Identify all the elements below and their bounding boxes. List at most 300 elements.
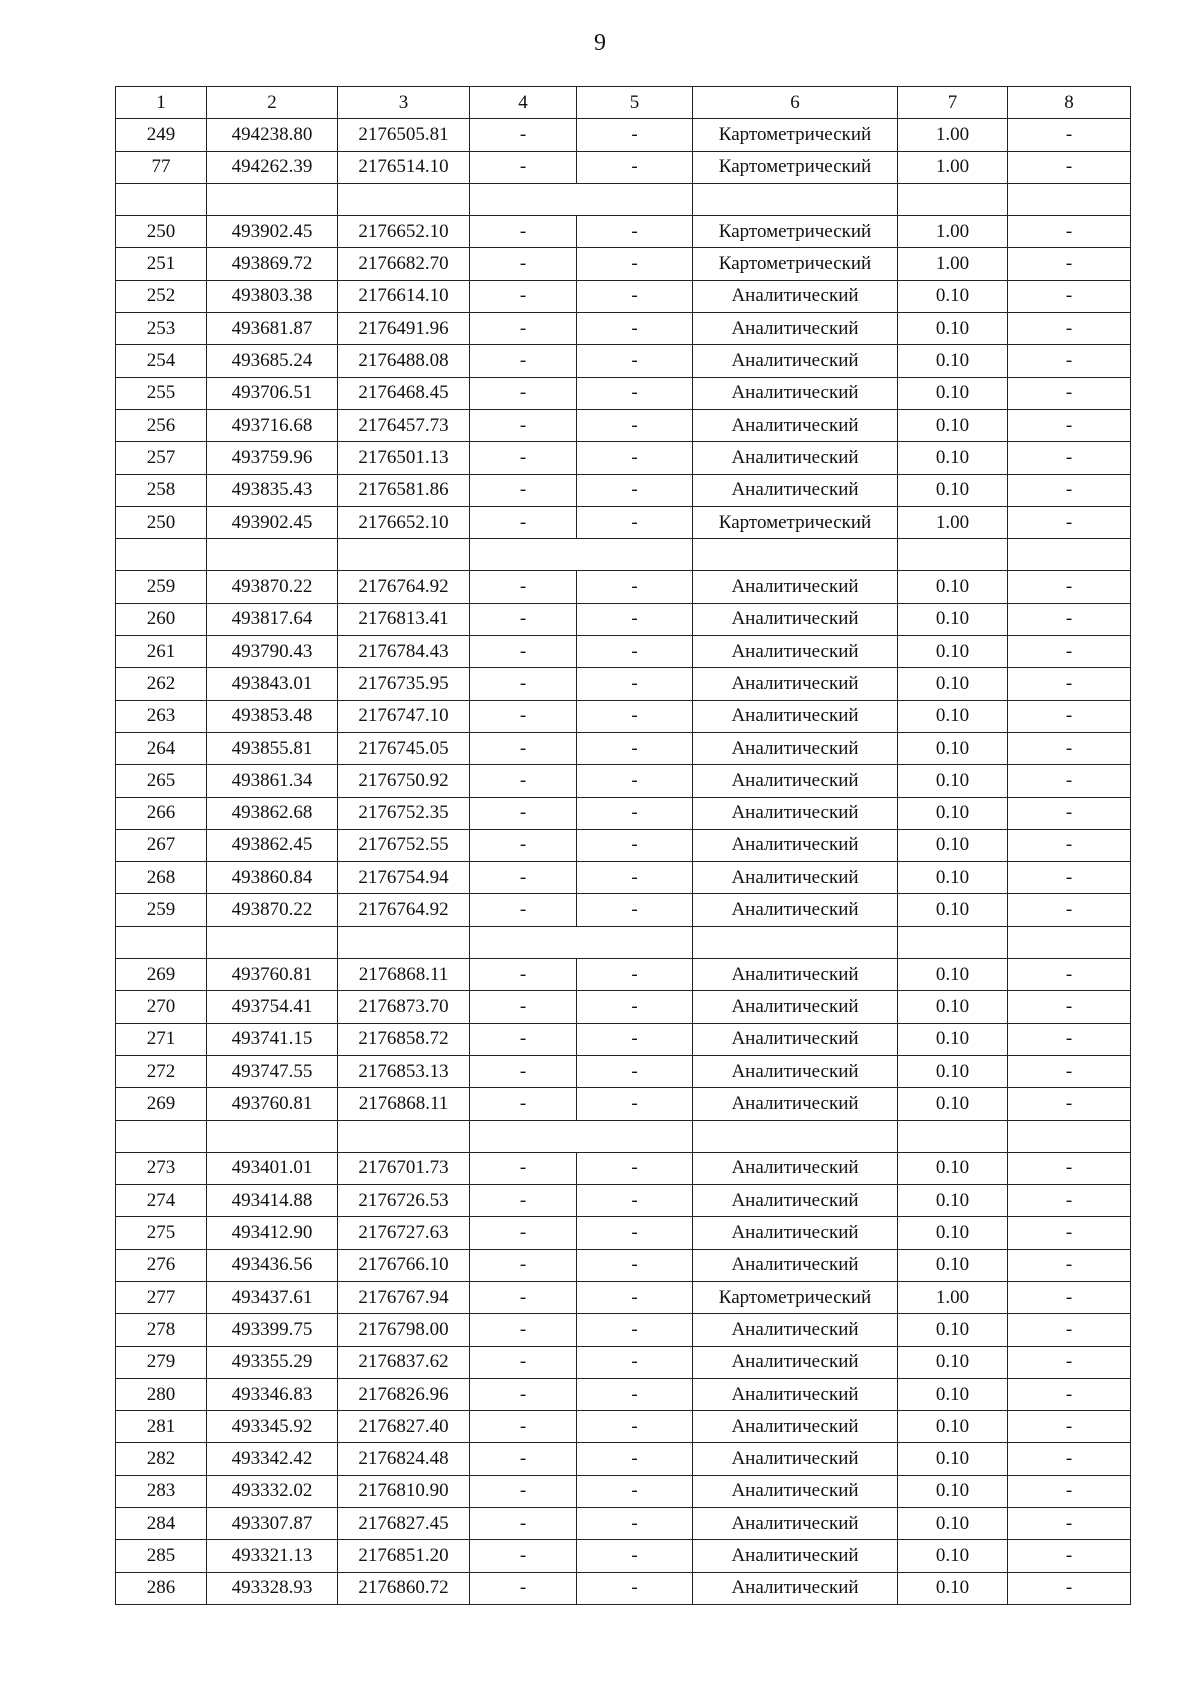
table-cell-col-4: - bbox=[470, 216, 577, 248]
table-cell-col-6: Аналитический bbox=[693, 700, 898, 732]
table-cell-col-8: - bbox=[1008, 1411, 1131, 1443]
table-cell-col-4: - bbox=[470, 1217, 577, 1249]
column-header-2: 2 bbox=[207, 87, 338, 119]
table-cell-col-4: - bbox=[470, 1314, 577, 1346]
table-cell-col-5: - bbox=[577, 829, 693, 861]
separator-cell bbox=[116, 539, 207, 571]
table-cell-col-1: 286 bbox=[116, 1572, 207, 1604]
table-cell-col-3: 2176745.05 bbox=[338, 732, 470, 764]
table-cell-col-1: 285 bbox=[116, 1540, 207, 1572]
table-cell-col-2: 493853.48 bbox=[207, 700, 338, 732]
table-cell-col-4: - bbox=[470, 409, 577, 441]
separator-cell bbox=[1008, 539, 1131, 571]
separator-row bbox=[116, 539, 1131, 571]
table-cell-col-3: 2176735.95 bbox=[338, 668, 470, 700]
table-cell-col-2: 493860.84 bbox=[207, 862, 338, 894]
separator-cell bbox=[693, 539, 898, 571]
table-row bbox=[116, 797, 1131, 829]
table-cell-col-2: 493355.29 bbox=[207, 1346, 338, 1378]
table-cell-col-5: - bbox=[577, 894, 693, 926]
table-cell-col-7: 0.10 bbox=[898, 571, 1008, 603]
table-cell-col-3: 2176764.92 bbox=[338, 571, 470, 603]
table-cell-col-8: - bbox=[1008, 1443, 1131, 1475]
table-cell-col-6: Аналитический bbox=[693, 1185, 898, 1217]
table-cell-col-8: - bbox=[1008, 700, 1131, 732]
table-cell-col-8: - bbox=[1008, 1314, 1131, 1346]
separator-cell bbox=[338, 183, 470, 215]
table-cell-col-3: 2176514.10 bbox=[338, 151, 470, 183]
table-row bbox=[116, 959, 1131, 991]
table-cell-col-3: 2176754.94 bbox=[338, 862, 470, 894]
table-cell-col-8: - bbox=[1008, 1185, 1131, 1217]
table-cell-col-7: 0.10 bbox=[898, 1023, 1008, 1055]
table-row bbox=[116, 1378, 1131, 1410]
table-cell-col-3: 2176868.11 bbox=[338, 1088, 470, 1120]
table-cell-col-7: 0.10 bbox=[898, 797, 1008, 829]
table-cell-col-5: - bbox=[577, 151, 693, 183]
table-cell-col-8: - bbox=[1008, 765, 1131, 797]
table-cell-col-5: - bbox=[577, 1249, 693, 1281]
table-cell-col-5: - bbox=[577, 119, 693, 151]
table-cell-col-1: 269 bbox=[116, 1088, 207, 1120]
table-cell-col-3: 2176505.81 bbox=[338, 119, 470, 151]
table-row bbox=[116, 313, 1131, 345]
table-cell-col-5: - bbox=[577, 603, 693, 635]
table-cell-col-8: - bbox=[1008, 409, 1131, 441]
table-cell-col-2: 493685.24 bbox=[207, 345, 338, 377]
table-cell-col-6: Аналитический bbox=[693, 1378, 898, 1410]
table-cell-col-4: - bbox=[470, 959, 577, 991]
table-cell-col-7: 1.00 bbox=[898, 119, 1008, 151]
table-cell-col-4: - bbox=[470, 151, 577, 183]
table-row bbox=[116, 1314, 1131, 1346]
table-cell-col-8: - bbox=[1008, 280, 1131, 312]
separator-cell bbox=[898, 539, 1008, 571]
table-cell-col-4: - bbox=[470, 603, 577, 635]
table-cell-col-8: - bbox=[1008, 1088, 1131, 1120]
table-cell-col-2: 493803.38 bbox=[207, 280, 338, 312]
table-cell-col-8: - bbox=[1008, 1540, 1131, 1572]
table-cell-col-2: 493414.88 bbox=[207, 1185, 338, 1217]
table-cell-col-2: 493321.13 bbox=[207, 1540, 338, 1572]
table-cell-col-3: 2176824.48 bbox=[338, 1443, 470, 1475]
table-cell-col-7: 0.10 bbox=[898, 1378, 1008, 1410]
table-cell-col-5: - bbox=[577, 313, 693, 345]
table-cell-col-6: Аналитический bbox=[693, 732, 898, 764]
table-cell-col-8: - bbox=[1008, 313, 1131, 345]
column-header-7: 7 bbox=[898, 87, 1008, 119]
table-cell-col-5: - bbox=[577, 1314, 693, 1346]
table-cell-col-1: 264 bbox=[116, 732, 207, 764]
table-cell-col-7: 0.10 bbox=[898, 991, 1008, 1023]
table-row bbox=[116, 991, 1131, 1023]
table-cell-col-6: Аналитический bbox=[693, 1508, 898, 1540]
table-cell-col-4: - bbox=[470, 1572, 577, 1604]
column-header-8: 8 bbox=[1008, 87, 1131, 119]
table-cell-col-3: 2176501.13 bbox=[338, 442, 470, 474]
table-cell-col-3: 2176813.41 bbox=[338, 603, 470, 635]
table-cell-col-2: 494262.39 bbox=[207, 151, 338, 183]
separator-cell bbox=[1008, 1120, 1131, 1152]
table-cell-col-3: 2176652.10 bbox=[338, 506, 470, 538]
table-cell-col-5: - bbox=[577, 409, 693, 441]
table-cell-col-1: 279 bbox=[116, 1346, 207, 1378]
table-row bbox=[116, 1023, 1131, 1055]
table-cell-col-8: - bbox=[1008, 1346, 1131, 1378]
table-row bbox=[116, 700, 1131, 732]
header-row bbox=[116, 87, 1131, 119]
table-cell-col-8: - bbox=[1008, 1055, 1131, 1087]
table-cell-col-8: - bbox=[1008, 1378, 1131, 1410]
table-cell-col-7: 0.10 bbox=[898, 1411, 1008, 1443]
table-cell-col-8: - bbox=[1008, 829, 1131, 861]
table-cell-col-2: 493870.22 bbox=[207, 894, 338, 926]
table-cell-col-6: Аналитический bbox=[693, 280, 898, 312]
table-cell-col-5: - bbox=[577, 1023, 693, 1055]
separator-cell bbox=[116, 926, 207, 958]
separator-cell bbox=[693, 1120, 898, 1152]
table-row bbox=[116, 119, 1131, 151]
table-cell-col-1: 273 bbox=[116, 1152, 207, 1184]
table-cell-col-3: 2176767.94 bbox=[338, 1281, 470, 1313]
separator-cell bbox=[470, 1120, 693, 1152]
table-body bbox=[116, 119, 1131, 1605]
table-cell-col-3: 2176581.86 bbox=[338, 474, 470, 506]
table-cell-col-8: - bbox=[1008, 862, 1131, 894]
table-cell-col-6: Аналитический bbox=[693, 1411, 898, 1443]
table-cell-col-3: 2176851.20 bbox=[338, 1540, 470, 1572]
separator-cell bbox=[338, 1120, 470, 1152]
table-cell-col-3: 2176810.90 bbox=[338, 1475, 470, 1507]
table-row bbox=[116, 732, 1131, 764]
table-cell-col-7: 0.10 bbox=[898, 1088, 1008, 1120]
table-cell-col-1: 258 bbox=[116, 474, 207, 506]
column-header-3: 3 bbox=[338, 87, 470, 119]
table-cell-col-6: Аналитический bbox=[693, 1443, 898, 1475]
table-cell-col-7: 0.10 bbox=[898, 1314, 1008, 1346]
table-cell-col-8: - bbox=[1008, 1249, 1131, 1281]
table-cell-col-7: 0.10 bbox=[898, 668, 1008, 700]
separator-cell bbox=[207, 926, 338, 958]
table-cell-col-2: 493328.93 bbox=[207, 1572, 338, 1604]
table-cell-col-2: 493760.81 bbox=[207, 959, 338, 991]
table-cell-col-7: 0.10 bbox=[898, 765, 1008, 797]
table-cell-col-2: 493817.64 bbox=[207, 603, 338, 635]
table-cell-col-1: 252 bbox=[116, 280, 207, 312]
table-cell-col-7: 0.10 bbox=[898, 1152, 1008, 1184]
table-cell-col-4: - bbox=[470, 1088, 577, 1120]
table-row bbox=[116, 894, 1131, 926]
table-cell-col-1: 250 bbox=[116, 506, 207, 538]
table-cell-col-5: - bbox=[577, 1281, 693, 1313]
table-cell-col-7: 1.00 bbox=[898, 151, 1008, 183]
table-row bbox=[116, 1411, 1131, 1443]
table-cell-col-4: - bbox=[470, 636, 577, 668]
table-cell-col-3: 2176798.00 bbox=[338, 1314, 470, 1346]
table-cell-col-4: - bbox=[470, 1023, 577, 1055]
table-cell-col-6: Аналитический bbox=[693, 636, 898, 668]
table-cell-col-3: 2176652.10 bbox=[338, 216, 470, 248]
table-cell-col-6: Аналитический bbox=[693, 1346, 898, 1378]
table-cell-col-3: 2176853.13 bbox=[338, 1055, 470, 1087]
table-cell-col-2: 493437.61 bbox=[207, 1281, 338, 1313]
table-cell-col-7: 0.10 bbox=[898, 1443, 1008, 1475]
table-cell-col-3: 2176468.45 bbox=[338, 377, 470, 409]
table-cell-col-3: 2176858.72 bbox=[338, 1023, 470, 1055]
table-row bbox=[116, 571, 1131, 603]
table-cell-col-7: 0.10 bbox=[898, 862, 1008, 894]
table-cell-col-4: - bbox=[470, 765, 577, 797]
table-row bbox=[116, 1540, 1131, 1572]
table-cell-col-1: 270 bbox=[116, 991, 207, 1023]
table-cell-col-8: - bbox=[1008, 1475, 1131, 1507]
table-cell-col-1: 256 bbox=[116, 409, 207, 441]
table-cell-col-6: Аналитический bbox=[693, 1540, 898, 1572]
table-cell-col-1: 277 bbox=[116, 1281, 207, 1313]
table-cell-col-3: 2176682.70 bbox=[338, 248, 470, 280]
table-cell-col-6: Картометрический bbox=[693, 119, 898, 151]
coordinates-table bbox=[115, 86, 1131, 1605]
table-cell-col-4: - bbox=[470, 668, 577, 700]
table-cell-col-1: 269 bbox=[116, 959, 207, 991]
table-cell-col-4: - bbox=[470, 1378, 577, 1410]
table-cell-col-6: Аналитический bbox=[693, 991, 898, 1023]
table-cell-col-5: - bbox=[577, 1508, 693, 1540]
table-cell-col-2: 493902.45 bbox=[207, 506, 338, 538]
table-cell-col-8: - bbox=[1008, 1508, 1131, 1540]
separator-row bbox=[116, 1120, 1131, 1152]
separator-cell bbox=[338, 926, 470, 958]
table-cell-col-8: - bbox=[1008, 1023, 1131, 1055]
table-cell-col-4: - bbox=[470, 1055, 577, 1087]
table-cell-col-5: - bbox=[577, 797, 693, 829]
separator-cell bbox=[1008, 926, 1131, 958]
table-cell-col-5: - bbox=[577, 668, 693, 700]
table-cell-col-6: Картометрический bbox=[693, 248, 898, 280]
table-cell-col-3: 2176873.70 bbox=[338, 991, 470, 1023]
table-cell-col-5: - bbox=[577, 216, 693, 248]
table-row bbox=[116, 1152, 1131, 1184]
table-cell-col-8: - bbox=[1008, 474, 1131, 506]
table-row bbox=[116, 474, 1131, 506]
table-row bbox=[116, 1508, 1131, 1540]
table-cell-col-3: 2176827.40 bbox=[338, 1411, 470, 1443]
table-cell-col-1: 278 bbox=[116, 1314, 207, 1346]
table-cell-col-2: 493747.55 bbox=[207, 1055, 338, 1087]
separator-cell bbox=[116, 1120, 207, 1152]
table-cell-col-4: - bbox=[470, 1185, 577, 1217]
table-cell-col-4: - bbox=[470, 280, 577, 312]
table-cell-col-2: 493754.41 bbox=[207, 991, 338, 1023]
separator-cell bbox=[470, 183, 693, 215]
table-cell-col-3: 2176766.10 bbox=[338, 1249, 470, 1281]
table-cell-col-8: - bbox=[1008, 959, 1131, 991]
table-cell-col-3: 2176860.72 bbox=[338, 1572, 470, 1604]
table-cell-col-1: 275 bbox=[116, 1217, 207, 1249]
table-row bbox=[116, 248, 1131, 280]
table-cell-col-7: 0.10 bbox=[898, 700, 1008, 732]
table-cell-col-4: - bbox=[470, 862, 577, 894]
table-cell-col-6: Картометрический bbox=[693, 1281, 898, 1313]
table-row bbox=[116, 345, 1131, 377]
table-cell-col-7: 0.10 bbox=[898, 313, 1008, 345]
table-row bbox=[116, 1572, 1131, 1604]
table-cell-col-2: 493346.83 bbox=[207, 1378, 338, 1410]
table-cell-col-6: Аналитический bbox=[693, 1055, 898, 1087]
table-cell-col-6: Аналитический bbox=[693, 1249, 898, 1281]
table-cell-col-7: 0.10 bbox=[898, 1217, 1008, 1249]
table-cell-col-6: Аналитический bbox=[693, 1152, 898, 1184]
table-cell-col-3: 2176747.10 bbox=[338, 700, 470, 732]
table-row bbox=[116, 862, 1131, 894]
table-cell-col-6: Аналитический bbox=[693, 829, 898, 861]
table-cell-col-7: 0.10 bbox=[898, 377, 1008, 409]
table-cell-col-1: 255 bbox=[116, 377, 207, 409]
table-cell-col-6: Аналитический bbox=[693, 765, 898, 797]
table-cell-col-4: - bbox=[470, 1540, 577, 1572]
table-cell-col-8: - bbox=[1008, 1217, 1131, 1249]
separator-cell bbox=[898, 1120, 1008, 1152]
table-cell-col-5: - bbox=[577, 636, 693, 668]
table-cell-col-2: 493861.34 bbox=[207, 765, 338, 797]
table-cell-col-8: - bbox=[1008, 119, 1131, 151]
table-cell-col-3: 2176868.11 bbox=[338, 959, 470, 991]
table-cell-col-7: 0.10 bbox=[898, 1475, 1008, 1507]
table-cell-col-4: - bbox=[470, 991, 577, 1023]
table-cell-col-7: 0.10 bbox=[898, 959, 1008, 991]
table-cell-col-5: - bbox=[577, 700, 693, 732]
table-cell-col-6: Аналитический bbox=[693, 603, 898, 635]
table-cell-col-8: - bbox=[1008, 894, 1131, 926]
table-cell-col-1: 284 bbox=[116, 1508, 207, 1540]
table-cell-col-1: 259 bbox=[116, 894, 207, 926]
table-cell-col-3: 2176826.96 bbox=[338, 1378, 470, 1410]
table-cell-col-5: - bbox=[577, 248, 693, 280]
table-cell-col-2: 493870.22 bbox=[207, 571, 338, 603]
table-cell-col-4: - bbox=[470, 248, 577, 280]
table-cell-col-1: 276 bbox=[116, 1249, 207, 1281]
table-cell-col-5: - bbox=[577, 377, 693, 409]
table-cell-col-2: 493681.87 bbox=[207, 313, 338, 345]
table-cell-col-1: 253 bbox=[116, 313, 207, 345]
table-cell-col-1: 250 bbox=[116, 216, 207, 248]
table-cell-col-1: 257 bbox=[116, 442, 207, 474]
table-cell-col-1: 261 bbox=[116, 636, 207, 668]
table-cell-col-3: 2176827.45 bbox=[338, 1508, 470, 1540]
table-cell-col-4: - bbox=[470, 1508, 577, 1540]
table-cell-col-1: 77 bbox=[116, 151, 207, 183]
table-cell-col-4: - bbox=[470, 119, 577, 151]
separator-cell bbox=[116, 183, 207, 215]
table-cell-col-5: - bbox=[577, 1346, 693, 1378]
table-row bbox=[116, 442, 1131, 474]
table-cell-col-5: - bbox=[577, 474, 693, 506]
table-cell-col-8: - bbox=[1008, 442, 1131, 474]
table-cell-col-4: - bbox=[470, 313, 577, 345]
separator-cell bbox=[207, 183, 338, 215]
table-cell-col-5: - bbox=[577, 1378, 693, 1410]
table-cell-col-8: - bbox=[1008, 732, 1131, 764]
table-cell-col-8: - bbox=[1008, 1572, 1131, 1604]
table-cell-col-8: - bbox=[1008, 1281, 1131, 1313]
table-cell-col-8: - bbox=[1008, 991, 1131, 1023]
table-cell-col-2: 493332.02 bbox=[207, 1475, 338, 1507]
table-cell-col-1: 267 bbox=[116, 829, 207, 861]
page-number: 9 bbox=[594, 30, 606, 56]
table-cell-col-7: 0.10 bbox=[898, 1346, 1008, 1378]
table-cell-col-5: - bbox=[577, 1217, 693, 1249]
table-cell-col-5: - bbox=[577, 571, 693, 603]
table-cell-col-2: 493741.15 bbox=[207, 1023, 338, 1055]
table-cell-col-2: 494238.80 bbox=[207, 119, 338, 151]
table-row bbox=[116, 1055, 1131, 1087]
separator-row bbox=[116, 926, 1131, 958]
column-header-5: 5 bbox=[577, 87, 693, 119]
table-cell-col-1: 272 bbox=[116, 1055, 207, 1087]
table-cell-col-7: 0.10 bbox=[898, 409, 1008, 441]
table-cell-col-1: 281 bbox=[116, 1411, 207, 1443]
separator-cell bbox=[898, 183, 1008, 215]
table-cell-col-6: Аналитический bbox=[693, 1572, 898, 1604]
table-row bbox=[116, 151, 1131, 183]
separator-cell bbox=[470, 539, 693, 571]
table-cell-col-6: Аналитический bbox=[693, 797, 898, 829]
table-cell-col-1: 271 bbox=[116, 1023, 207, 1055]
table-cell-col-1: 249 bbox=[116, 119, 207, 151]
table-cell-col-6: Картометрический bbox=[693, 506, 898, 538]
table-cell-col-6: Аналитический bbox=[693, 409, 898, 441]
table-cell-col-7: 0.10 bbox=[898, 1185, 1008, 1217]
table-cell-col-3: 2176752.35 bbox=[338, 797, 470, 829]
table-cell-col-3: 2176614.10 bbox=[338, 280, 470, 312]
table-row bbox=[116, 280, 1131, 312]
table-cell-col-3: 2176750.92 bbox=[338, 765, 470, 797]
table-cell-col-6: Аналитический bbox=[693, 894, 898, 926]
table-cell-col-7: 0.10 bbox=[898, 732, 1008, 764]
table-cell-col-7: 1.00 bbox=[898, 506, 1008, 538]
table-cell-col-4: - bbox=[470, 1443, 577, 1475]
table-cell-col-1: 274 bbox=[116, 1185, 207, 1217]
table-cell-col-1: 259 bbox=[116, 571, 207, 603]
separator-cell bbox=[693, 926, 898, 958]
table-cell-col-6: Картометрический bbox=[693, 216, 898, 248]
table-cell-col-4: - bbox=[470, 345, 577, 377]
table-cell-col-8: - bbox=[1008, 216, 1131, 248]
table-cell-col-3: 2176701.73 bbox=[338, 1152, 470, 1184]
column-header-4: 4 bbox=[470, 87, 577, 119]
separator-cell bbox=[470, 926, 693, 958]
table-cell-col-1: 262 bbox=[116, 668, 207, 700]
table-cell-col-4: - bbox=[470, 829, 577, 861]
separator-cell bbox=[693, 183, 898, 215]
table-cell-col-8: - bbox=[1008, 797, 1131, 829]
table-cell-col-2: 493759.96 bbox=[207, 442, 338, 474]
table-row bbox=[116, 409, 1131, 441]
separator-cell bbox=[207, 1120, 338, 1152]
table-cell-col-5: - bbox=[577, 1540, 693, 1572]
table-row bbox=[116, 1475, 1131, 1507]
table-cell-col-2: 493902.45 bbox=[207, 216, 338, 248]
table-cell-col-2: 493345.92 bbox=[207, 1411, 338, 1443]
table-row bbox=[116, 1346, 1131, 1378]
table-cell-col-3: 2176784.43 bbox=[338, 636, 470, 668]
table-cell-col-3: 2176488.08 bbox=[338, 345, 470, 377]
table-cell-col-3: 2176491.96 bbox=[338, 313, 470, 345]
table-cell-col-5: - bbox=[577, 765, 693, 797]
table-cell-col-5: - bbox=[577, 1088, 693, 1120]
table-cell-col-5: - bbox=[577, 1185, 693, 1217]
table-cell-col-6: Аналитический bbox=[693, 571, 898, 603]
